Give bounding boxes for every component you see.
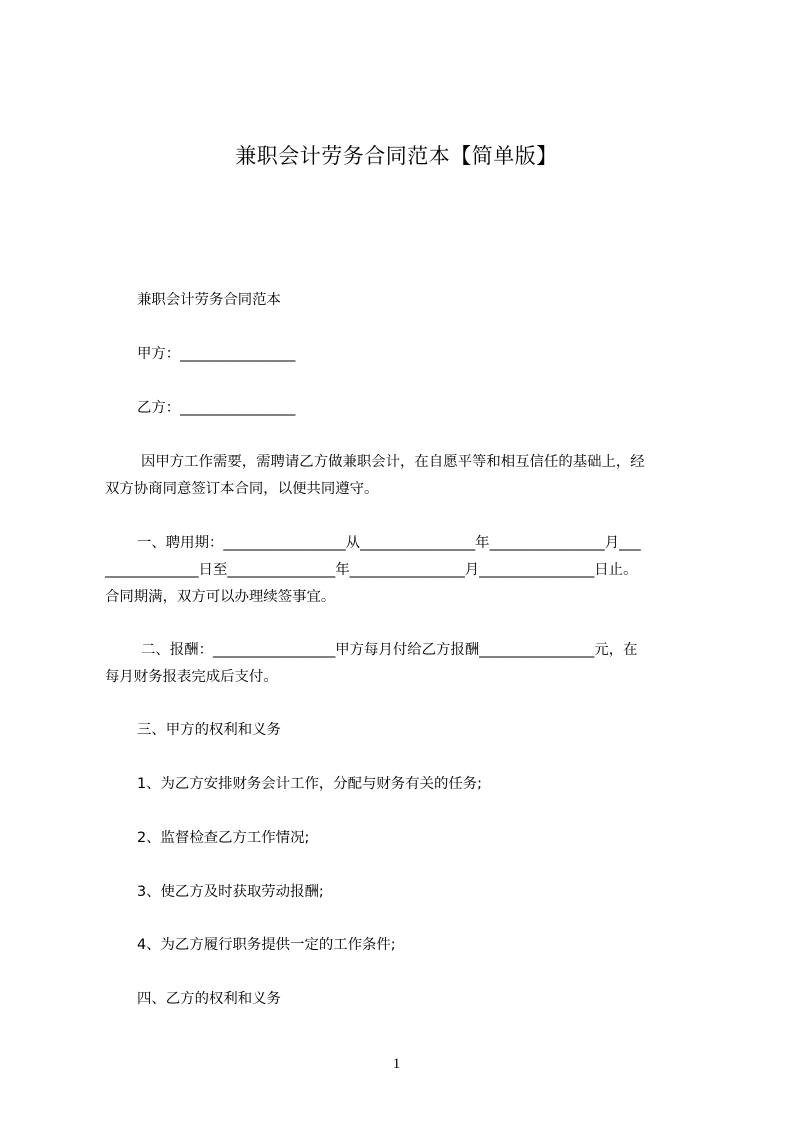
heading-line: 兼职会计劳务合同范本: [137, 292, 281, 308]
clause2-line-2: 每月财务报表完成后支付。: [105, 669, 278, 685]
intro-line-1: 因甲方工作需要，需聘请乙方做兼职会计，在自愿平等和相互信任的基础上，经: [141, 454, 645, 470]
party-a-line: 甲方：________________: [137, 346, 296, 362]
party-b-line: 乙方：________________: [137, 400, 296, 416]
page-number: 1: [392, 1056, 401, 1072]
intro-line-2: 双方协商同意签订本合同，以便共同遵守。: [105, 481, 379, 497]
clause3-item-2: 2、监督检查乙方工作情况;: [137, 830, 310, 846]
clause3-item-4: 4、为乙方履行职务提供一定的工作条件;: [137, 937, 396, 953]
clause1-line-2: _____________日至_______________年________________月________________日止。: [105, 562, 638, 578]
clause2-line-1: 二、报酬：_________________甲方每月付给乙方报酬________________元，在: [141, 642, 638, 658]
document-title: 兼职会计劳务合同范本【简单版】: [235, 144, 558, 168]
clause3-item-1: 1、为乙方安排财务会计工作，分配与财务有关的任务;: [137, 776, 482, 792]
clause1-line-1: 一、聘用期：_________________从________________年________________月___: [137, 535, 641, 551]
clause4-heading: 四、乙方的权利和义务: [137, 991, 281, 1007]
clause3-heading: 三、甲方的权利和义务: [137, 722, 281, 738]
clause1-line-3: 合同期满，双方可以办理续签事宜。: [105, 589, 336, 605]
clause3-item-3: 3、使乙方及时获取劳动报酬;: [137, 884, 324, 900]
